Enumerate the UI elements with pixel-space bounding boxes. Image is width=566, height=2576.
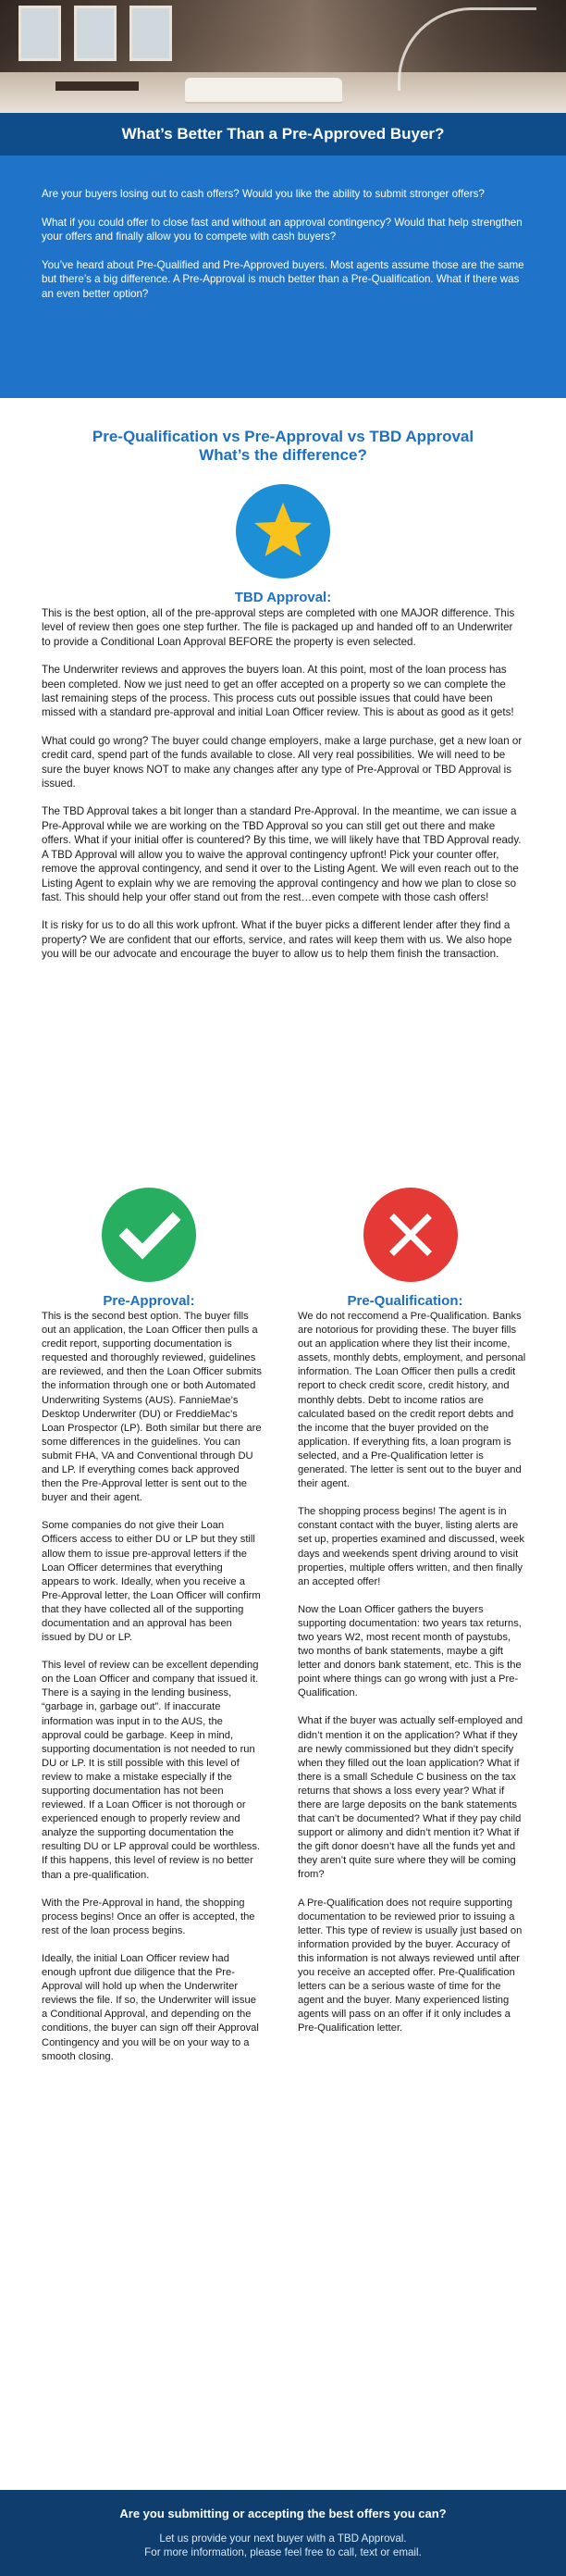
prequal-heading: Pre-Qualification: <box>347 1293 463 1309</box>
preapproval-paragraph: This is the second best option. The buyer fills out an application, the Loan Officer then pulls a credit report, supporting documentation is requested and thoroughly reviewed, guidelines are reviewed, and then the Loan Officer submits the information through one or both Automated Underwriting Systems (AUS). FannieMae’s Desktop Underwriter (DU) or FreddieMac’s Loan Prospector (LP). Both similar but there are some differences in the guidelines. You can submit FHA, VA and Conventional through DU and LP. If everything comes back approved then the Pre-Approval letter is sent out to the buyer and their agent. <box>42 1311 262 1504</box>
tbd-paragraph: It is risky for us to do all this work upfront. What if the buyer picks a different lender after they find a property? We are confident that our efforts, service, and rates will keep them with us. We also hope you will be our advocate and encourage the buyer to allow us to help them finish the transaction. <box>42 919 512 961</box>
tbd-heading: TBD Approval: <box>234 590 332 605</box>
comparison-title <box>28 428 538 465</box>
preapproval-heading: Pre-Approval: <box>103 1293 195 1309</box>
intro-section <box>0 156 566 398</box>
intro-paragraph: Are your buyers losing out to cash offers? Would you like the ability to submit stronger offers? <box>42 188 485 200</box>
prequal-body <box>298 1310 527 2036</box>
tbd-body <box>42 606 524 962</box>
prequal-paragraph: We do not reccomend a Pre-Qualification. Banks are notorious for providing these. The buyer fills out an application where they list their income, assets, monthly debts, employment, and personal information. The Loan Officer then pulls a credit report to check credit score, credit history, and monthly debts. Debt to income ratios are calculated based on the credit report debts and the income that the buyer provided on the application. If everything fits, a loan program is selected, and a Pre-Qualification letter is generated. The letter is sent out to the buyer and their agent. <box>298 1311 526 1490</box>
tbd-paragraph: This is the best option, all of the pre-approval steps are completed with one MAJOR difference. This level of review then goes one step further. The file is packaged up and handed off to an Underwriter to provide a Conditional Loan Approval BEFORE the property is even selected. <box>42 607 515 648</box>
intro-paragraph: What if you could offer to close fast and without an approval contingency? Would that help strengthen your offers and finally allow you to compete with cash buyers? <box>42 216 523 243</box>
footer <box>0 2490 566 2576</box>
preapproval-paragraph: Some companies do not give their Loan Officers access to either DU or LP but they still allow them to issue pre-approval letters if the Loan Officer determines that everything appears to work. Ideally, when you receive a Pre-Approval letter, the Loan Officer will confirm that they have collected all of the supporting documentation and an approval has been issued by DU or LP. <box>42 1520 261 1644</box>
page-title: What’s Better Than a Pre-Approved Buyer? <box>121 125 445 143</box>
prequal-paragraph: Now the Loan Officer gathers the buyers supporting documentation: two years tax returns, two years W2, most recent month of paystubs, two months of bank statements, maybe a gift letter and donors bank statement, etc. This is the point where things can go wrong with just a Pre-Qualification. <box>298 1603 522 1699</box>
hero-image <box>0 0 566 113</box>
tbd-paragraph: The TBD Approval takes a bit longer than a standard Pre-Approval. In the meantime, we can issue a Pre-Approval while we are working on the TBD Approval so you can still get out there and make offers. What if your initial offer is countered? By this time, we will likely have that TBD Approval ready. A TBD Approval will allow you to waive the approval contingency upfront! Pick your counter offer, remove the approval contingency, and send it over to the Listing Agent. We will even reach out to the Listing Agent to explain why we are removing the approval contingency and how we plan to close so fast. This should help your offer stand out from the rest…even compete with those cash offers! <box>42 805 522 903</box>
comparison-title-line2: What’s the difference? <box>199 446 367 464</box>
preapproval-body <box>42 1310 262 2064</box>
preapproval-paragraph: This level of review can be excellent depending on the Loan Officer and company that issued it. There is a saying in the lending business, “garbage in, garbage out”. If inaccurate information was input in to the AUS, the approval could be garbage. Keep in mind, supporting documentation is not needed to run DU or LP. It is still possible with this level of review to make a mistake especially if the supporting documentation has not been reviewed. If a Loan Officer is not thorough or experienced enough to properly review and analyze the supporting documentation the resulting DU or LP approval could be worthless. If this happens, this level of review is no better than a pre-qualification. <box>42 1660 261 1881</box>
prequal-paragraph: The shopping process begins! The agent is in constant contact with the buyer, listing alerts are set up, properties examined and discussed, week days and weekends spent driving around to visit properties, multiple offers written, and then finally an accepted offer! <box>298 1506 525 1587</box>
footer-line: Let us provide your next buyer with a TBD Approval. <box>159 2532 407 2545</box>
preapproval-paragraph: With the Pre-Approval in hand, the shopping process begins! Once an offer is accepted, the rest of the loan process begins. <box>42 1897 255 1936</box>
preapproval-paragraph: Ideally, the initial Loan Officer review had enough upfront due diligence that the Pre-Approval will hold up when the Underwriter reviews the file. If so, the Underwriter will issue a Conditional Approval, and depending on the conditions, the buyer can sign off their Approval Contingency and you will be on your way to a smooth closing. <box>42 1952 259 2062</box>
prequal-paragraph: What if the buyer was actually self-employed and didn’t mention it on the application? What if they are newly commissioned but they didn’t specify when they filled out the loan application? What if there is a small Schedule C business on the tax returns that shows a loss every year? What if there are large deposits on the bank statements that can’t be documented? What if they pay child support or alimony and didn’t mention it? What if the gift donor doesn’t have all the funds yet and they aren’t quite sure where they will be coming from? <box>298 1715 523 1881</box>
star-icon <box>236 484 330 579</box>
checkmark-icon <box>102 1188 196 1282</box>
check-badge-circle <box>102 1188 196 1282</box>
tbd-paragraph: The Underwriter reviews and approves the buyers loan. At this point, most of the loan process has been completed. Now we just need to get an offer accepted on a property so we can complete the last remaining steps of the process. This process cuts out possible issues that could have been missed with a standard pre-approval and initial Loan Officer review. This is about as good as it gets! <box>42 664 514 719</box>
footer-line: For more information, please feel free to call, text or email. <box>144 2546 422 2558</box>
intro-paragraph: You’ve heard about Pre-Qualified and Pre-Approved buyers. Most agents assume those are the same but there’s a big difference. A Pre-Approval is much better than a Pre-Qualification. What if there was an even better option? <box>42 258 524 300</box>
comparison-title-line1: Pre-Qualification vs Pre-Approval vs TBD Approval <box>92 428 474 445</box>
tbd-paragraph: What could go wrong? The buyer could change employers, make a large purchase, get a new loan or credit card, spend part of the funds available to close. All very real possibilities. We will need to be sure the buyer knows NOT to make any changes after any type of Pre-Approval or TBD Approval is issued. <box>42 734 523 790</box>
prequal-paragraph: A Pre-Qualification does not require supporting documentation to be reviewed prior to issuing a letter. This type of review is usually just based on information provided by the buyer. Accuracy of this information is not always reviewed until after you receive an accepted offer. Pre-Qualification letters can be a serious waste of time for the agent and the buyer. Many experienced listing agents will pass on an offer if it only includes a Pre-Qualification letter. <box>298 1897 523 2035</box>
x-icon <box>363 1188 458 1282</box>
header-band <box>0 113 566 156</box>
footer-headline: Are you submitting or accepting the best offers you can? <box>119 2507 447 2520</box>
